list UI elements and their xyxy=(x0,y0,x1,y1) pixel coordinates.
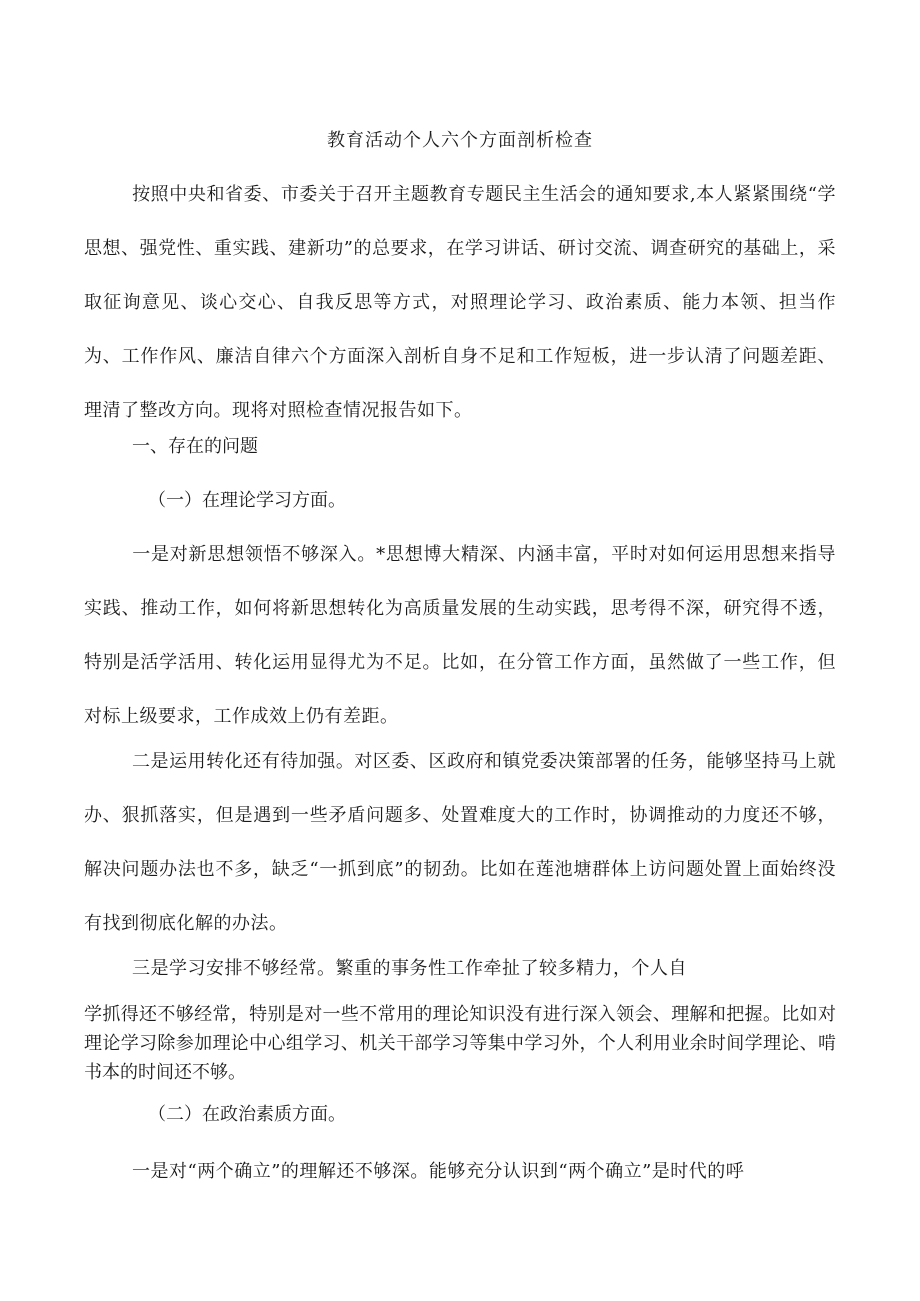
paragraph-political-point-one xyxy=(84,1145,836,1199)
political-point-one-text: 一是对“两个确立”的理解还不够深。能够充分认识到“两个确立”是时代的呼 xyxy=(132,1161,745,1182)
sub-heading-political-quality: （二）在政治素质方面。 xyxy=(148,1104,346,1125)
paragraph-point-two xyxy=(84,735,836,951)
section-heading-problems: 一、存在的问题 xyxy=(132,436,258,457)
document-title: 教育活动个人六个方面剖析检查 xyxy=(327,130,593,151)
intro-paragraph xyxy=(84,168,836,438)
paragraph-point-three-rest: 学抓得还不够经常，特别是对一些不常用的理论知识没有进行深入领会、理解和把握。比如对理论学习除参加理论中心组学习、机关干部学习等集中学习外，个人利用业余时间学理论、啃书本的时间还不够。 xyxy=(84,1004,836,1083)
intro-text: 按照中央和省委、市委关于召开主题教育专题民主生活会的通知要求,本人紧紧围绕“学思想、强党性、重实践、建新功”的总要求，在学习讲话、研讨交流、调查研究的基础上，采取征询意见、谈心交心、自我反思等方式，对照理论学习、政治素质、能力本领、担当作为、工作作风、廉洁自律六个方面深入剖析自身不足和工作短板，进一步认清了问题差距、理清了整改方向。现将对照检查情况报告如下。 xyxy=(84,184,836,421)
point-two-text: 二是运用转化还有待加强。对区委、区政府和镇党委决策部署的任务，能够坚持马上就办、狠抓落实，但是遇到一些矛盾问题多、处置难度大的工作时，协调推动的力度还不够，解决问题办法也不多，缺乏“一抓到底”的韧劲。比如在莲池塘群体上访问题处置上面始终没有找到彻底化解的办法。 xyxy=(84,751,836,934)
paragraph-point-one xyxy=(84,528,836,744)
sub-heading-theory-study: （一）在理论学习方面。 xyxy=(148,490,346,511)
paragraph-point-three-first-line xyxy=(84,942,836,996)
point-three-first-text: 三是学习安排不够经常。繁重的事务性工作牵扯了较多精力，个人自 xyxy=(132,958,687,979)
point-one-text: 一是对新思想领悟不够深入。*思想博大精深、内涵丰富，平时对如何运用思想来指导实践、推动工作，如何将新思想转化为高质量发展的生动实践，思考得不深，研究得不透，特别是活学活用、转化运用显得尤为不足。比如，在分管工作方面，虽然做了一些工作，但对标上级要求，工作成效上仍有差距。 xyxy=(84,544,836,727)
